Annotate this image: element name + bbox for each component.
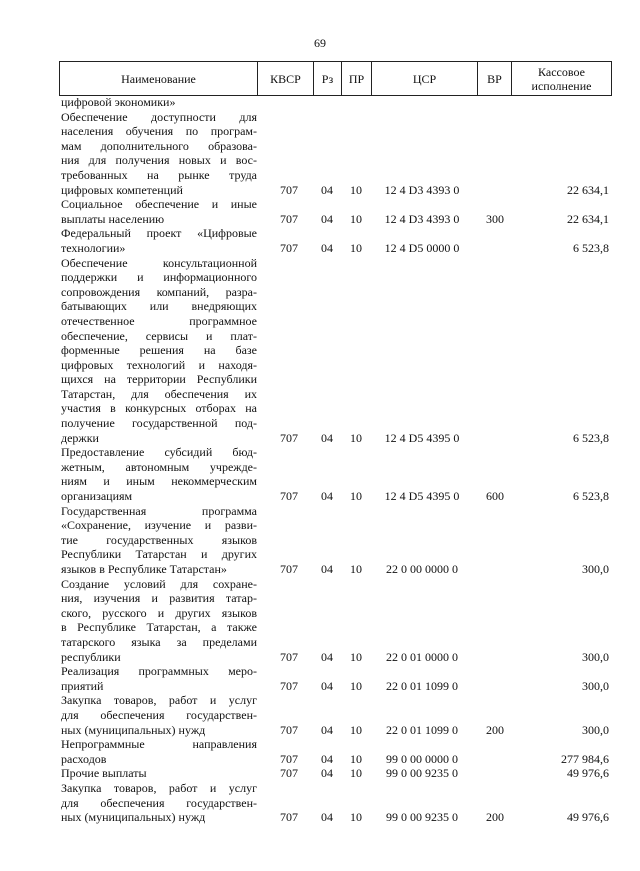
row-name-line: мам дополнительного образова- — [61, 138, 257, 153]
table-row — [59, 197, 611, 226]
row-name-line: сопровождения компаний, разра- — [61, 284, 257, 299]
cell-rz: 04 — [321, 810, 333, 825]
cell-csr: 12 4 D5 4395 0 — [384, 489, 460, 504]
row-name — [59, 226, 257, 255]
cell-kvsr: 707 — [280, 810, 298, 825]
cell-vr: 300 — [486, 211, 504, 226]
row-name-line: батывающих или внедряющих — [61, 299, 257, 314]
table-row — [59, 766, 611, 781]
cell-vr: 200 — [486, 810, 504, 825]
row-name — [59, 445, 257, 503]
row-name-line: Непрограммные направления — [61, 737, 257, 752]
row-name-line: языков в Республике Татарстан» — [61, 562, 227, 576]
row-name-line: Татарстан, для обеспечения их — [61, 386, 257, 401]
cell-csr: 22 0 00 0000 0 — [386, 562, 458, 576]
cell-csr: 12 4 D3 4393 0 — [384, 211, 460, 226]
header-name: Наименование — [60, 62, 258, 96]
row-name-line: требованных на рынке труда — [61, 167, 257, 182]
row-name-line: ных (муниципальных) нужд — [61, 722, 206, 737]
cell-amount: 22 634,1 — [567, 211, 609, 226]
header-csr: ЦСР — [372, 62, 478, 96]
row-name-line: расходов — [61, 751, 107, 766]
table-row — [59, 226, 611, 255]
cell-amount: 6 523,8 — [573, 489, 609, 504]
cell-csr: 22 0 01 1099 0 — [386, 722, 458, 737]
table-row — [59, 664, 611, 693]
cell-amount: 49 976,6 — [567, 766, 609, 781]
row-name — [59, 693, 257, 737]
cell-pr: 10 — [350, 766, 362, 781]
cell-pr: 10 — [350, 562, 362, 576]
row-name — [59, 577, 257, 665]
table-row — [59, 110, 611, 198]
cell-pr: 10 — [350, 649, 362, 664]
row-name-line: технологии» — [61, 240, 126, 255]
cell-kvsr: 707 — [280, 722, 298, 737]
row-name-line: поддержки и информационного — [61, 270, 257, 285]
cell-rz: 04 — [321, 722, 333, 737]
row-name-line: держки — [61, 430, 99, 445]
header-rz: Рз — [314, 62, 342, 96]
cell-pr: 10 — [350, 430, 362, 445]
row-name-line: населения обучения по програм- — [61, 124, 257, 139]
row-name-line: для обеспечения государствен- — [61, 707, 257, 722]
row-name-line: ния, изучения и развития татар- — [61, 591, 257, 606]
row-name-line: получение государственной под- — [61, 416, 257, 431]
header-cash-line2: исполнение — [531, 78, 592, 93]
cell-rz: 04 — [321, 211, 333, 226]
row-name-line: участия в конкурсных отборах на — [61, 401, 257, 416]
cell-csr: 99 0 00 0000 0 — [386, 751, 458, 766]
page-number: 69 — [314, 36, 326, 50]
row-name — [59, 256, 257, 446]
cell-kvsr: 707 — [280, 211, 298, 226]
cell-rz: 04 — [321, 430, 333, 445]
cell-rz: 04 — [321, 751, 333, 766]
row-name-line: обеспечение, сервисы и плат- — [61, 328, 257, 343]
row-name-line: ского, русского и других языков — [61, 605, 257, 620]
row-name-line: Закупка товаров, работ и услуг — [61, 780, 257, 795]
cell-rz: 04 — [321, 489, 333, 504]
cell-kvsr: 707 — [280, 182, 298, 197]
row-name-line: «Сохранение, изучение и разви- — [61, 518, 257, 533]
row-name-line: форменные решения на базе — [61, 343, 257, 358]
cell-pr: 10 — [350, 810, 362, 825]
row-name-line: Реализация программных меро- — [61, 664, 257, 679]
cell-amount: 277 984,6 — [561, 751, 609, 766]
table-body — [59, 95, 611, 825]
cell-amount: 49 976,6 — [567, 810, 609, 825]
table-row — [59, 737, 611, 766]
cell-kvsr: 707 — [280, 240, 298, 255]
row-name — [59, 95, 257, 110]
cell-rz: 04 — [321, 182, 333, 197]
cell-pr: 10 — [350, 751, 362, 766]
cell-amount: 22 634,1 — [567, 182, 609, 197]
cell-pr: 10 — [350, 678, 362, 693]
cell-csr: 22 0 01 0000 0 — [386, 649, 458, 664]
row-name-line: Закупка товаров, работ и услуг — [61, 693, 257, 708]
cell-kvsr: 707 — [280, 751, 298, 766]
row-name-line: жетным, автономным учрежде- — [61, 459, 257, 474]
cell-amount: 6 523,8 — [573, 240, 609, 255]
row-name — [59, 197, 257, 226]
table-header — [59, 61, 612, 96]
header-kvsr: КВСР — [258, 62, 314, 96]
row-name — [59, 766, 257, 781]
row-name-line: татарского языка за пределами — [61, 634, 257, 649]
cell-pr: 10 — [350, 722, 362, 737]
header-cash-line1: Кассовое — [538, 64, 585, 79]
table-row — [59, 577, 611, 665]
row-name — [59, 737, 257, 766]
header-cash-execution — [512, 62, 612, 96]
row-name-line: Обеспечение доступности для — [61, 109, 257, 124]
row-name-line: выплаты населению — [61, 211, 165, 226]
cell-csr: 12 4 D5 0000 0 — [384, 240, 460, 255]
row-name — [59, 504, 257, 577]
cell-kvsr: 707 — [280, 678, 298, 693]
cell-kvsr: 707 — [280, 430, 298, 445]
row-name-line: отечественное программное — [61, 313, 257, 328]
cell-rz: 04 — [321, 649, 333, 664]
cell-amount: 300,0 — [582, 562, 609, 576]
row-name-line: ниям и иным некоммерческим — [61, 474, 257, 489]
row-name-line: для обеспечения государствен- — [61, 795, 257, 810]
row-name-line: Республики Татарстан и других — [61, 547, 257, 562]
cell-csr: 12 4 D5 4395 0 — [384, 430, 460, 445]
table-row — [59, 256, 611, 446]
row-name-line: Социальное обеспечение и иные — [61, 197, 257, 212]
row-name-line: в Республике Татарстан, а также — [61, 620, 257, 635]
cell-amount: 300,0 — [582, 722, 609, 737]
cell-kvsr: 707 — [280, 649, 298, 664]
cell-csr: 12 4 D3 4393 0 — [384, 182, 460, 197]
cell-pr: 10 — [350, 182, 362, 197]
cell-kvsr: 707 — [280, 766, 298, 781]
cell-amount: 300,0 — [582, 678, 609, 693]
row-name — [59, 664, 257, 693]
row-name-line: ных (муниципальных) нужд — [61, 810, 206, 825]
row-name-line: цифровой экономики» — [61, 95, 176, 109]
cell-rz: 04 — [321, 562, 333, 576]
cell-csr: 22 0 01 1099 0 — [386, 678, 458, 693]
cell-vr: 600 — [486, 489, 504, 504]
table-row — [59, 445, 611, 503]
row-name-line: Прочие выплаты — [61, 766, 147, 781]
row-name-line: приятий — [61, 678, 104, 693]
cell-rz: 04 — [321, 678, 333, 693]
row-name — [59, 110, 257, 198]
row-name-line: Государственная программа — [61, 503, 257, 518]
cell-csr: 99 0 00 9235 0 — [386, 810, 458, 825]
table-row — [59, 504, 611, 577]
row-name-line: Предоставление субсидий бюд- — [61, 445, 257, 460]
row-name-line: цифровых компетенций — [61, 182, 183, 197]
cell-amount: 6 523,8 — [573, 430, 609, 445]
row-name — [59, 781, 257, 825]
row-name-line: ния для получения новых и вос- — [61, 153, 257, 168]
cell-pr: 10 — [350, 240, 362, 255]
header-vr: ВР — [478, 62, 512, 96]
cell-rz: 04 — [321, 240, 333, 255]
cell-kvsr: 707 — [280, 562, 298, 576]
table-row — [59, 781, 611, 825]
cell-vr: 200 — [486, 722, 504, 737]
cell-amount: 300,0 — [582, 649, 609, 664]
row-name-line: щихся на территории Республики — [61, 372, 257, 387]
row-name-line: республики — [61, 649, 121, 664]
cell-rz: 04 — [321, 766, 333, 781]
row-name-line: Обеспечение консультационной — [61, 255, 257, 270]
row-name-line: Создание условий для сохране- — [61, 576, 257, 591]
cell-pr: 10 — [350, 489, 362, 504]
row-name-line: организациям — [61, 489, 133, 504]
cell-csr: 99 0 00 9235 0 — [386, 766, 458, 781]
table-row — [59, 95, 611, 110]
row-name-line: цифровых технологий и находя- — [61, 357, 257, 372]
table-row — [59, 693, 611, 737]
header-pr: ПР — [342, 62, 372, 96]
cell-pr: 10 — [350, 211, 362, 226]
cell-kvsr: 707 — [280, 489, 298, 504]
row-name-line: Федеральный проект «Цифровые — [61, 226, 257, 241]
row-name-line: тие государственных языков — [61, 532, 257, 547]
